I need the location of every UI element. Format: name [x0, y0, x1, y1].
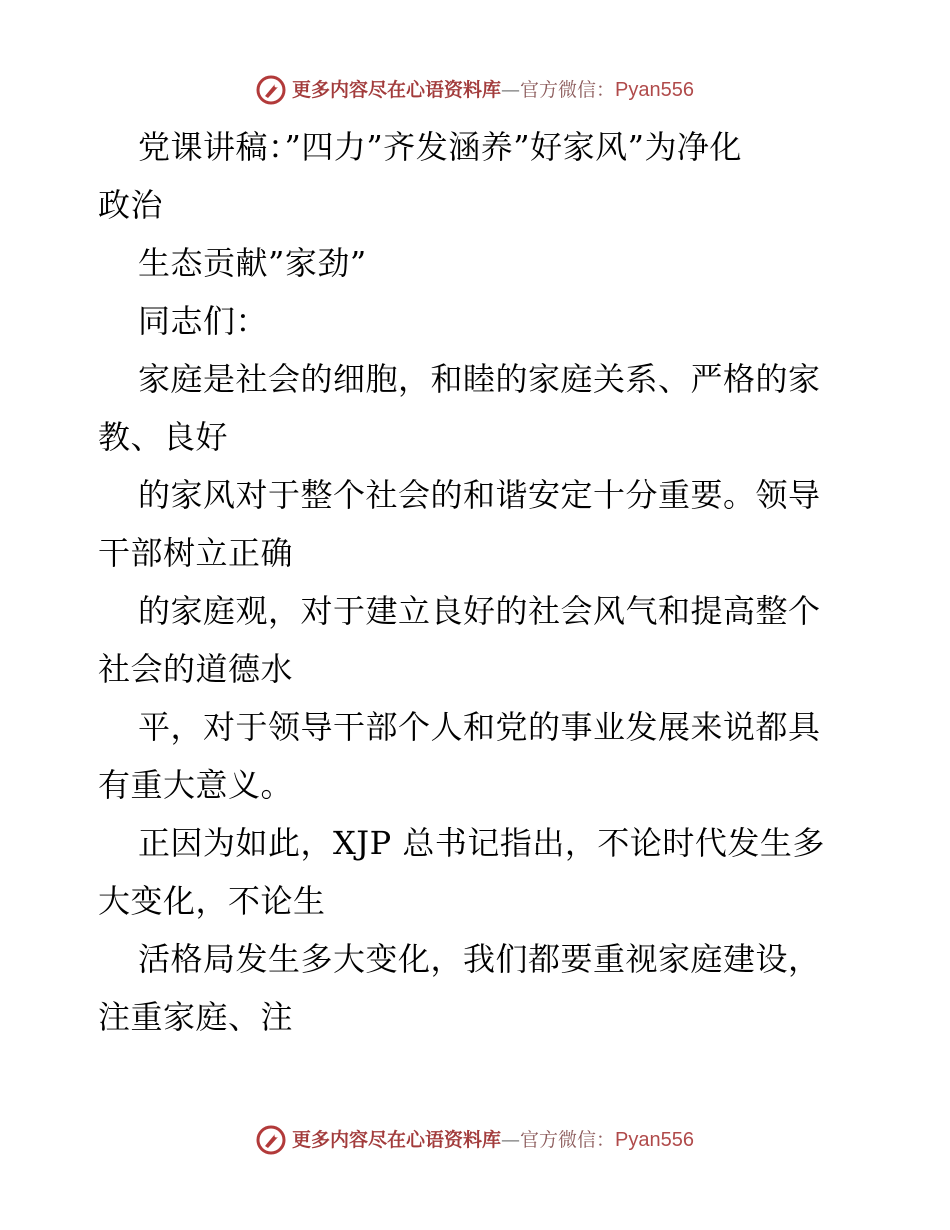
header-wechat-id: Pyan556 — [615, 79, 694, 101]
paragraph-line: 平，对于领导干部个人和党的事业发展来说都具 — [138, 708, 821, 746]
paragraph-line: 有重大意义。 — [98, 766, 294, 804]
paragraph-line: 注重家庭、注 — [98, 998, 294, 1036]
header-main-text: 更多内容尽在心语资料库 — [292, 78, 502, 101]
footer-label: 官方微信： — [520, 1128, 616, 1151]
header-separator: — — [501, 78, 521, 101]
pen-logo-icon — [256, 75, 286, 105]
paragraph-line: 干部树立正确 — [98, 534, 294, 572]
page-footer — [0, 1120, 950, 1160]
pen-logo-icon — [256, 1125, 286, 1155]
footer-separator: — — [501, 1128, 521, 1151]
title-line-1: 党课讲稿：”四力”齐发涵养”好家风”为净化 — [138, 128, 742, 166]
paragraph-line: 活格局发生多大变化，我们都要重视家庭建设， — [138, 940, 821, 978]
footer-banner — [256, 1125, 694, 1155]
title-line-2: 政治 — [98, 186, 164, 224]
paragraph-line: 的家庭观，对于建立良好的社会风气和提高整个 — [138, 592, 821, 630]
paragraph-line: 的家风对于整个社会的和谐安定十分重要。领导 — [138, 476, 821, 514]
header-label: 官方微信： — [520, 78, 616, 101]
paragraph-line: 正因为如此，XJP 总书记指出，不论时代发生多 — [138, 824, 825, 862]
salutation-line: 同志们： — [138, 302, 269, 340]
footer-wechat-id: Pyan556 — [615, 1129, 694, 1151]
document-body — [98, 118, 858, 1046]
paragraph-line: 教、良好 — [98, 418, 229, 456]
paragraph-line: 家庭是社会的细胞，和睦的家庭关系、严格的家 — [138, 360, 821, 398]
paragraph-line: 大变化，不论生 — [98, 882, 326, 920]
footer-main-text: 更多内容尽在心语资料库 — [292, 1128, 502, 1151]
title-line-3: 生态贡献”家劲” — [138, 244, 367, 282]
header-banner — [256, 75, 694, 105]
paragraph-line: 社会的道德水 — [98, 650, 294, 688]
page-header — [0, 70, 950, 110]
